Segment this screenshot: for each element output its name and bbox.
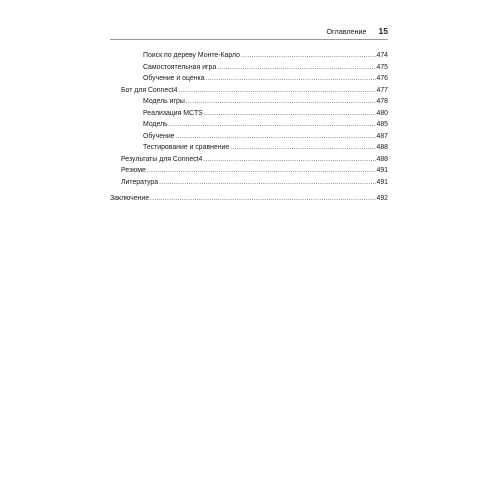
toc-entry — [110, 73, 388, 85]
toc-entry-page: 488 — [376, 155, 388, 163]
toc-entry-page: 491 — [376, 178, 388, 186]
toc-entry-title: Резюме — [121, 167, 146, 174]
toc-entry-page: 475 — [376, 63, 388, 71]
toc-entry — [110, 96, 388, 108]
toc-entry-title: Модель игры — [143, 98, 185, 105]
toc-entry — [110, 119, 388, 131]
toc-entry-title: Модель — [143, 121, 168, 128]
toc-entry — [110, 165, 388, 177]
toc-entry — [110, 85, 388, 97]
toc-entry-title: Самостоятельная игра — [143, 63, 217, 71]
toc-entry-page: 491 — [376, 167, 388, 174]
toc-entry-title: Реализация MCTS — [143, 109, 203, 117]
toc-leader — [176, 131, 376, 143]
toc-entry-title: Бот для Connect4 — [121, 86, 178, 94]
header-title: Оглавление — [326, 27, 367, 36]
toc-leader — [169, 119, 376, 131]
toc-entry-title: Тестирование и сравнение — [143, 144, 230, 151]
toc-leader — [217, 62, 375, 74]
toc-leader — [203, 154, 375, 166]
toc-entry-title: Заключение — [110, 195, 150, 202]
toc-leader — [178, 85, 375, 97]
toc-entry-page: 477 — [376, 86, 388, 94]
toc-entry-page: 474 — [376, 52, 388, 59]
table-of-contents — [110, 50, 388, 205]
toc-leader — [147, 165, 376, 177]
header-page-number: 15 — [378, 26, 388, 36]
toc-entry — [110, 154, 388, 166]
toc-leader — [159, 177, 375, 189]
toc-leader — [230, 142, 375, 154]
toc-entry-title: Литература — [121, 178, 159, 186]
toc-leader — [150, 193, 375, 205]
toc-entry — [110, 193, 388, 205]
toc-leader — [206, 73, 376, 85]
toc-entry — [110, 177, 388, 189]
toc-entry-title: Обучение — [143, 132, 175, 140]
toc-entry-title: Поиск по дереву Монте-Карло — [143, 52, 240, 59]
running-header — [110, 22, 388, 40]
toc-entry-page: 480 — [376, 109, 388, 117]
toc-leader — [241, 50, 376, 62]
toc-entry — [110, 50, 388, 62]
toc-entry — [110, 131, 388, 143]
toc-entry-page: 487 — [376, 132, 388, 140]
toc-entry-title: Обучение и оценка — [143, 75, 205, 82]
toc-leader — [186, 96, 376, 108]
toc-entry-page: 485 — [376, 121, 388, 128]
toc-entry-page: 488 — [376, 144, 388, 151]
toc-entry — [110, 108, 388, 120]
toc-entry-page: 492 — [376, 195, 388, 202]
toc-entry — [110, 62, 388, 74]
toc-entry — [110, 142, 388, 154]
toc-entry-title: Результаты для Connect4 — [121, 155, 203, 163]
toc-leader — [204, 108, 376, 120]
toc-entry-page: 478 — [376, 98, 388, 105]
toc-entry-page: 476 — [376, 75, 388, 82]
